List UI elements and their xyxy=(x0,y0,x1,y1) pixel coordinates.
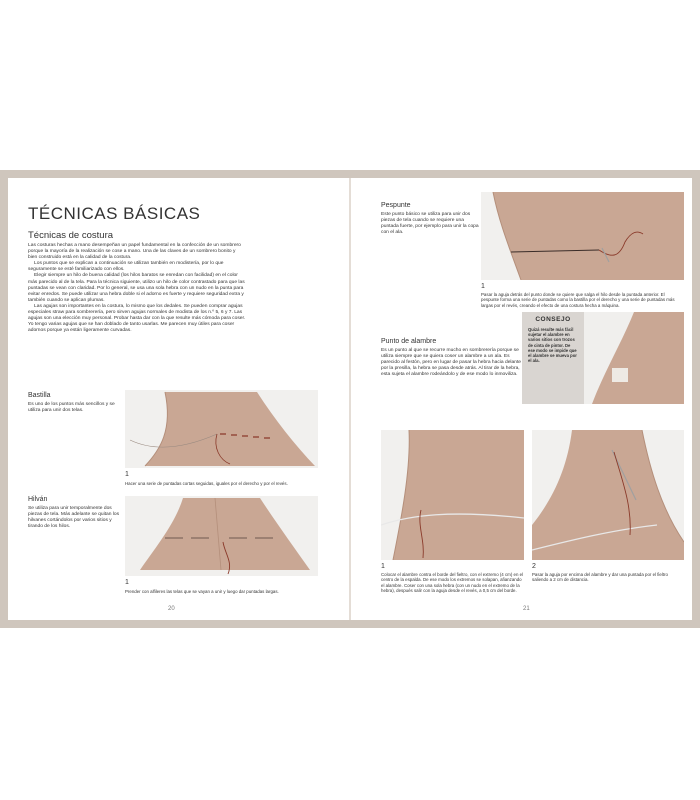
right-page xyxy=(351,178,692,620)
bastilla-heading: Bastilla xyxy=(28,392,51,399)
bastilla-step-number: 1 xyxy=(125,471,129,478)
tip-heading: CONSEJO xyxy=(535,316,571,323)
alambre-photo-1 xyxy=(381,430,524,560)
hilvan-heading: Hilván xyxy=(28,496,48,503)
alambre-text: Es un punto al que se recurre mucho en sombrerería porque se utiliza siempre que se quiera coser un alambre a un ala. Es parecido al festón, pero en lugar de pasar la hebra hacia delante por la presilla, la hebra se pasa desde atrás. Al tirar de la hebra, esta sujeta el alambre rodeándolo y de ese modo lo inmoviliza. xyxy=(381,348,522,378)
alambre-step-2-caption: Pasar la aguja por encima del alambre y dar una puntada por el fieltro saliendo a 2 cm de distancia. xyxy=(532,572,668,583)
intro-text xyxy=(28,243,246,334)
intro-paragraph-2: Los puntos que se explican a continuación se utilizan también en modistería, por lo que seguramente se esté familiarizado con ellos. xyxy=(28,261,224,273)
bastilla-photo xyxy=(125,390,318,468)
left-page xyxy=(8,178,349,620)
felt-piece xyxy=(493,192,684,280)
intro-paragraph-4: Las agujas son importantes en la costura, lo mismo que los dedales. Se pueden comprar agujas especiales straw para sombrerería, pero sirven agujas normales de modista de los n.º 5, 6 y 7. Las agujas son una elección muy personal. Probar hasta dar con la que resulte más cómoda para coser. Yo tengo varias agujas que se han doblado de tanto usarlas. Me parecen muy útiles para coser adornos porque ya están ligeramente curvadas. xyxy=(28,303,246,334)
tip-felt-illustration xyxy=(584,312,684,404)
alambre-step-1-number: 1 xyxy=(381,563,385,570)
alambre-step-1-caption: Colocar el alambre contra el borde del fieltro, con el extremo (4 cm) en el centro de la espalda. De ese modo los extremos se solapan, afianzando el alambre. Coser con una sola hebra (con un nudo en el extremo de la hebra), después salir con la aguja desde el revés, a 0,5 cm del borde. xyxy=(381,572,524,594)
felt-piece xyxy=(140,498,310,570)
hilvan-felt-illustration xyxy=(125,496,318,576)
tip-text: Quizá resulte más fácil sujetar el alambre en varios sitios con trozos de cinta de pintor. De ese modo se impide que el alambre se mueva por el ala. xyxy=(528,327,577,364)
intro-paragraph-1: Las costuras hechas a mano desempeñan un papel fundamental en la confección de un sombrero porque la mayoría de la realización se cose a mano. Una de las claves de un sombrero bonito y bien construido está en la calidad de la costura. xyxy=(28,243,241,261)
pespunte-felt-illustration xyxy=(481,192,684,280)
felt-piece xyxy=(592,312,684,404)
bastilla-felt-illustration xyxy=(125,390,318,468)
tip-photo xyxy=(584,312,684,404)
alambre-felt-illustration-1 xyxy=(381,430,524,560)
book-spread xyxy=(0,170,700,628)
hilvan-text: Se utiliza para unir temporalmente dos piezas de tela. Más adelante se quitan los hilvanes cortándolos por varios sitios y tirando de los hilos. xyxy=(28,506,120,530)
pespunte-caption: Pasar la aguja detrás del punto donde se quiere que salga el hilo desde la puntada anterior. El pespunte forma una serie de puntadas como la bastilla por el derecho y una serie de puntadas más largas por el revés, creando el efecto de una costura hecha a máquina. xyxy=(481,292,675,308)
pespunte-photo xyxy=(481,192,684,280)
felt-piece xyxy=(145,392,315,466)
hilvan-photo xyxy=(125,496,318,576)
tip-box xyxy=(522,312,584,404)
felt-piece xyxy=(393,430,524,560)
alambre-heading: Punto de alambre xyxy=(381,338,437,345)
bastilla-caption: Hacer una serie de puntadas cortas seguidas, iguales por el derecho y por el revés. xyxy=(125,481,288,486)
section-subtitle: Técnicas de costura xyxy=(28,230,114,241)
alambre-photo-2 xyxy=(532,430,684,560)
felt-piece xyxy=(532,430,684,560)
intro-paragraph-3: Elegir siempre un hilo de buena calidad (los hilos baratos se enredan con facilidad) en el color más parecido al de la tela. Para la técnica siguiente, utilizo un hilo de color contrastado para que las puntadas se vean con claridad. Por lo general, se usa una sola hebra con un nudo en la punta para evitar enredos. Se puede utilizar una hebra doble si el adorno es fuerte y requiere seguridad extra y también cuando se aplican plumas. xyxy=(28,273,245,303)
painter-tape xyxy=(612,368,628,382)
alambre-felt-illustration-2 xyxy=(532,430,684,560)
pespunte-heading: Pespunte xyxy=(381,202,411,209)
hilvan-step-number: 1 xyxy=(125,579,129,586)
pespunte-step-number: 1 xyxy=(481,283,485,290)
page-title: TÉCNICAS BÁSICAS xyxy=(28,204,201,223)
pespunte-text: Este punto básico se utiliza para unir dos piezas de tela cuando se requiere una puntada fuerte, por ejemplo para unir la copa con el ala. xyxy=(381,212,479,236)
alambre-step-2-number: 2 xyxy=(532,563,536,570)
page-number-left: 20 xyxy=(168,606,175,612)
bastilla-text: Es uno de los puntos más sencillos y se utiliza para unir dos telas. xyxy=(28,402,115,414)
page-number-right: 21 xyxy=(523,606,530,612)
hilvan-caption: Prender con alfileres las telas que se vayan a unir y luego dar puntadas largas. xyxy=(125,589,279,594)
